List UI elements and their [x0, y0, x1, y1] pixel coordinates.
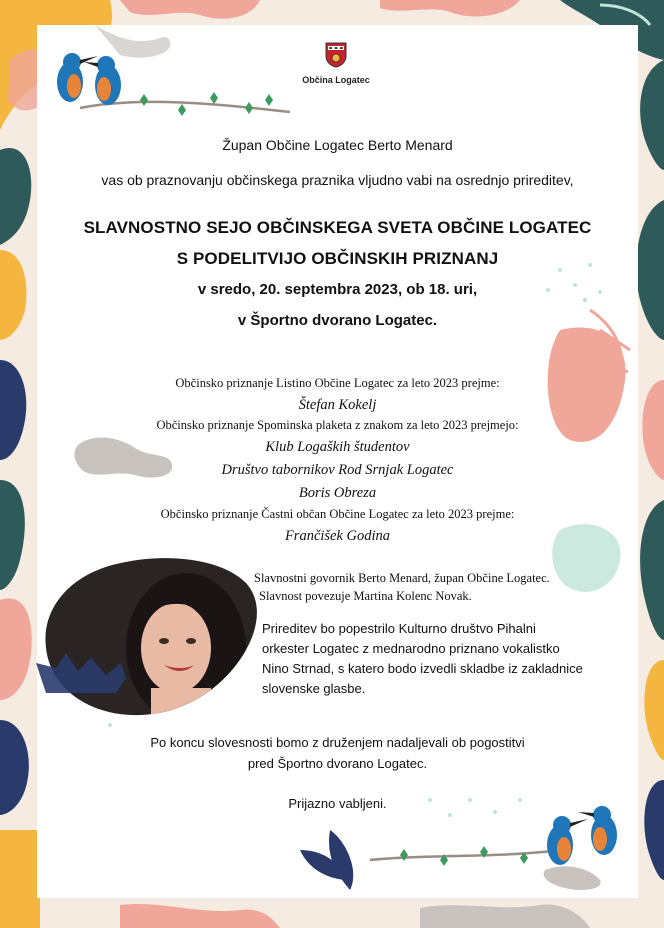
music-line: Prireditev bo popestrilo Kulturno društvo Pihalni: [262, 621, 536, 636]
invite-line: vas ob praznovanju občinskega praznika vljudno vabi na osrednjo prireditev,: [101, 172, 574, 188]
kingfisher-bottom-right: [547, 806, 617, 865]
event-place: v Športno dvorano Logatec.: [237, 312, 438, 329]
municipality-logo: [296, 42, 376, 85]
event-title-line1: SLAVNOSTNO SEJO OBČINSKEGA SVETA OBČINE LOGATEC: [83, 218, 592, 237]
coat-of-arms-icon: [325, 42, 347, 68]
kingfisher-top-left: [57, 53, 121, 105]
speaker-portrait: [36, 553, 261, 718]
host-line: Slavnost povezuje Martina Kolenc Novak.: [259, 589, 472, 603]
award-castni-label: Občinsko priznanje Častni občan Občine Logatec za leto 2023 prejme:: [160, 507, 515, 521]
award-recipient: Štefan Kokelj: [298, 397, 377, 413]
welcome-line: Prijazno vabljeni.: [288, 796, 387, 811]
award-recipient: Klub Logaških študentov: [265, 439, 410, 455]
mayor-line: Župan Občine Logatec Berto Menard: [222, 137, 453, 153]
music-line: slovenske glasbe.: [262, 681, 366, 696]
logo-name: Občina Logatec: [302, 75, 370, 85]
closing-line: pred Športno dvorano Logatec.: [247, 756, 428, 771]
award-listina-label: Občinsko priznanje Listino Občine Logatec za leto 2023 prejme:: [175, 376, 500, 390]
award-recipient: Boris Obreza: [298, 485, 377, 501]
award-recipient: Društvo tabornikov Rod Srnjak Logatec: [221, 462, 454, 478]
music-line: orkester Logatec z mednarodno priznano vokalistko: [262, 641, 560, 656]
music-line: Nino Strnad, s katero bodo izvedli skladbe iz zakladnice: [262, 661, 583, 676]
closing-line: Po koncu slovesnosti bomo z druženjem nadaljevali ob pogostitvi: [150, 735, 525, 750]
event-date: v sredo, 20. septembra 2023, ob 18. uri,: [197, 281, 478, 298]
award-plaketa-label: Občinsko priznanje Spominska plaketa z znakom za leto 2023 prejmejo:: [156, 418, 519, 432]
award-recipient: Frančišek Godina: [284, 528, 391, 544]
event-title-line2: S PODELITVIJO OBČINSKIH PRIZNANJ: [176, 249, 499, 268]
speaker-line: Slavnostni govornik Berto Menard, župan Občine Logatec.: [254, 571, 550, 585]
